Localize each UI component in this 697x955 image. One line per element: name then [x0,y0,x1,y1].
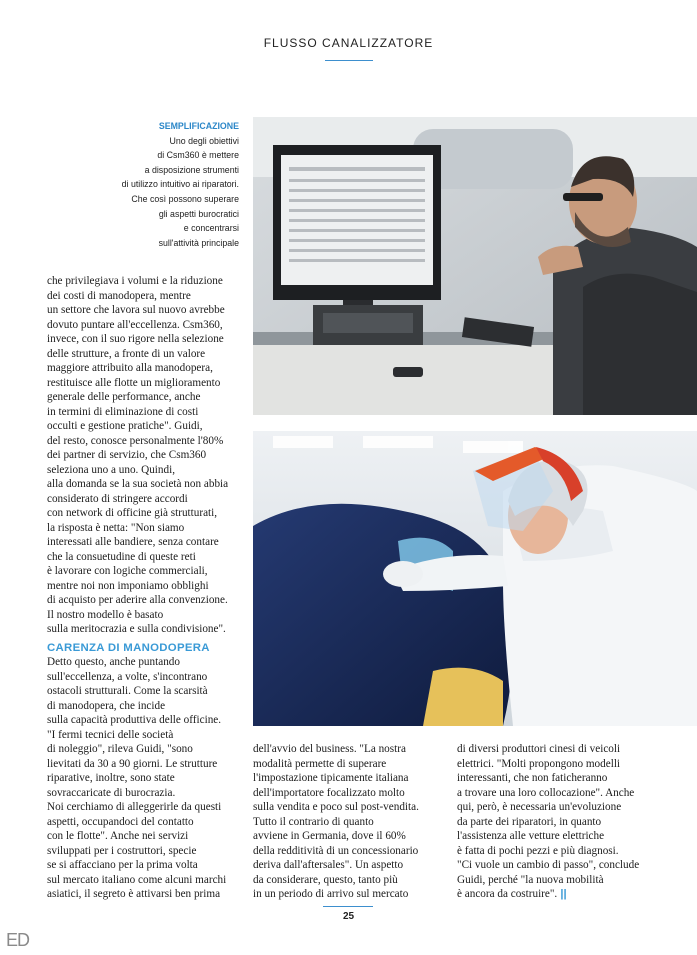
text-line: dei partner di servizio, che Csm360 [47,449,207,461]
caption-line: di Csm360 è mettere [157,150,239,161]
column-3-paragraphs [457,742,657,902]
text-line: ostacoli strutturali. Come la scarsità [47,685,208,697]
text-line: generale delle performance, anche [47,391,201,403]
caption-line: e concentrarsi [183,223,239,234]
text-line: è ancora da costruire". || [457,888,567,900]
text-line: dovuto puntare all'eccellenza. Csm360, [47,318,223,331]
caption-body [100,134,239,251]
text-line: delle strutture, a fronte di un valore [47,347,206,360]
text-line: di diversi produttori cinesi di veicoli [457,743,621,755]
text-line: aspetti, occupandoci del contatto [47,815,194,828]
text-line: deriva dall'aftersales". Un aspetto [253,859,404,871]
text-line: elettrici. "Molti propongono modelli [457,757,621,770]
subheading: CARENZA DI MANODOPERA [47,641,210,654]
page-number: 25 [342,911,355,922]
text-line: restituisce alle flotte un miglioramento [47,376,221,389]
text-line: sul mercato italiano come alcuni marchi [47,873,227,886]
text-line: "Ci vuole un cambio di passo", conclude [457,859,640,871]
text-line: l'impostazione tipicamente italiana [253,772,409,784]
text-line: in un periodo di arrivo sul mercato [253,888,409,900]
column-1-after-subhead [47,655,247,902]
text-line: a trovare una loro collocazione". Anche [457,786,635,799]
text-line: da considerare, questo, tanto più [253,873,398,886]
text-line: la risposta è netta: "Non siamo [47,521,185,534]
text-line: avviene in Germania, dove il 60% [253,830,406,842]
text-line: un settore che lavora sul nuovo avrebbe [47,304,225,316]
end-mark: || [557,888,567,900]
text-line: sulla vendita e poco sul post-vendita. [253,801,419,813]
text-line: sulla capacità produttiva delle officine. [47,714,222,726]
caption-line: Uno degli obiettivi [169,135,239,146]
text-line: Guidi, perché "la nuova mobilità [457,873,604,886]
text-line: qui, però, è necessaria un'evoluzione [457,801,622,813]
text-line: modalità permette di superare [253,757,387,770]
text-line: della redditività di un concessionario [253,844,419,857]
text-line: di acquisto per aderire alla convenzione. [47,594,228,606]
text-line: del resto, conosce personalmente l'80% [47,434,224,447]
office-photo [253,117,697,415]
text-line: Il nostro modello è basato [47,608,164,621]
text-line: asiatici, il segreto è attivarsi ben prima [47,888,221,900]
column-3 [457,742,657,902]
text-line: di manodopera, che incide [47,699,166,712]
text-line: sulla meritocrazia e sulla condivisione". [47,623,226,635]
text-line: da parte dei riparatori, in quanto [457,815,602,828]
man-at-computer-image [253,117,697,415]
text-line: dei costi di manodopera, mentre [47,289,191,302]
text-line: lievitati da 30 a 90 giorni. Le strutture [47,757,218,770]
text-line: che privilegiava i volumi e la riduzione [47,275,223,287]
text-line: in termini di eliminazione di costi [47,405,199,418]
caption-line: gli aspetti burocratici [158,208,239,219]
text-line: invece, con il suo rigore nella selezione [47,333,224,345]
text-line: Detto questo, anche puntando [47,656,180,668]
text-line: dell'avvio del business. "La nostra [253,743,406,755]
caption-title: SEMPLIFICAZIONE [158,121,239,131]
text-line: alla domanda se la sua società non abbia [47,478,229,490]
text-line: interessanti, che non faticheranno [457,772,608,784]
text-line: Noi cerchiamo di alleggerirle da questi [47,801,222,813]
column-2-paragraphs [253,742,453,902]
caption-line: sull'attività principale [158,237,239,248]
text-line: considerato di stringere accordi [47,492,188,505]
text-line: con le flotte". Anche nei servizi [47,830,189,842]
text-line: "I fermi tecnici delle società [47,728,174,741]
painter-spraying-car-image [253,431,697,726]
text-line: è lavorare con logiche commerciali, [47,565,208,577]
text-line: seleziona uno a uno. Quindi, [47,463,176,476]
text-line: sviluppati per i costruttori, specie [47,844,197,857]
caption-line: a disposizione strumenti [144,164,239,175]
text-line: di noleggio", rileva Guidi, "sono [47,743,193,755]
caption-line: di utilizzo intuitivo ai riparatori. [121,179,239,190]
text-line: interessati alle bandiere, senza contare [47,536,219,548]
footer-divider [323,906,373,907]
text-line: mentre noi non imponiamo obblighi [47,579,209,592]
text-line: dell'importatore focalizzato molto [253,786,405,799]
section-title: FLUSSO CANALIZZATORE [263,36,434,50]
text-line: Tutto il contrario di quanto [253,815,374,828]
text-line: riparative, inoltre, sono state [47,772,175,784]
text-line: maggiore attribuito alla manodopera, [47,362,213,374]
header-divider [325,60,373,61]
caption-line: Che così possono superare [131,193,239,204]
text-line: occulti e gestione pratiche". Guidi, [47,420,203,432]
text-line: l'assistenza alle vetture elettriche [457,830,605,842]
magazine-logo: ED [6,930,30,950]
text-line: se si affacciano per la prima volta [47,859,198,871]
photo-caption [100,119,239,250]
painter-photo [253,431,697,726]
text-line: che la consuetudine di queste reti [47,550,196,563]
text-line: è fatta di pochi pezzi e più diagnosi. [457,844,619,857]
text-line: con network di officine già strutturati, [47,507,218,519]
column-1 [47,274,247,902]
column-2 [253,742,453,902]
column-1-paragraphs [47,274,247,637]
text-line: sull'eccellenza, a volte, s'incontrano [47,670,208,683]
text-line: sovraccaricate di burocrazia. [47,786,176,799]
